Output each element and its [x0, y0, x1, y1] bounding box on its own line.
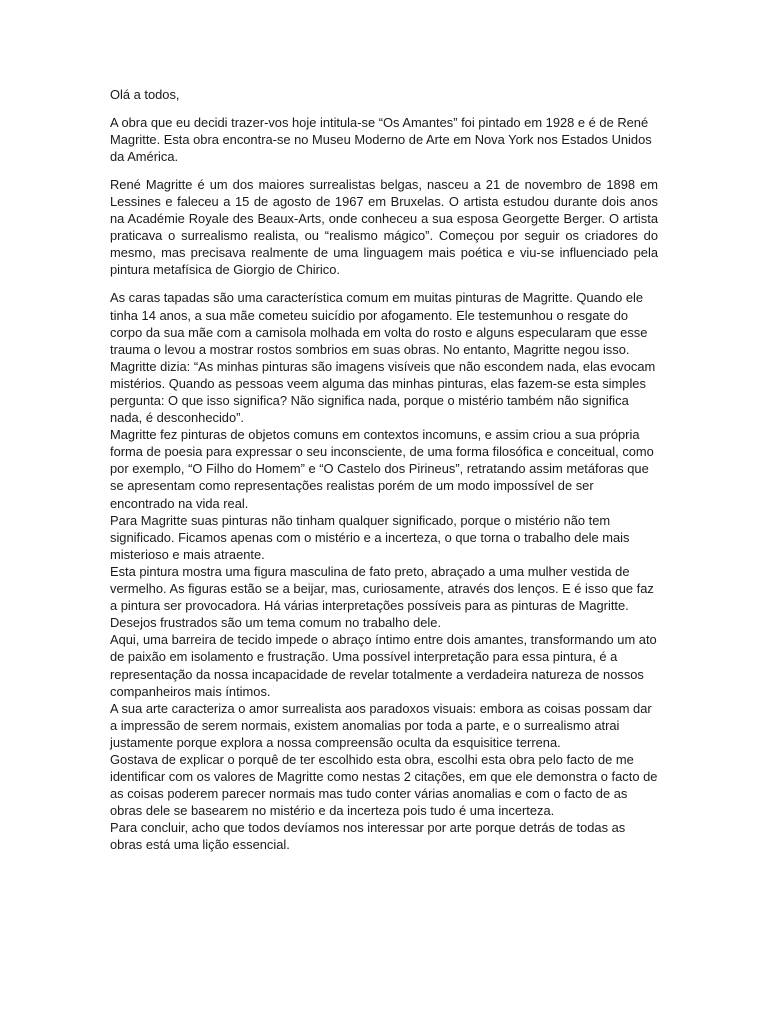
body-paragraph: A sua arte caracteriza o amor surrealista aos paradoxos visuais: embora as coisas possam dar a impressão de serem normais, existem anomalias por toda a parte, e o surrealismo atrai justamente porque explora a nossa compreensão oculta da esquisitice terrena. [110, 700, 652, 750]
greeting: Olá a todos, [110, 87, 180, 102]
document-body [110, 86, 658, 854]
body-text-block [110, 289, 658, 853]
body-paragraph: Aqui, uma barreira de tecido impede o abraço íntimo entre dois amantes, transformando um ato de paixão em isolamento e frustração. Uma possível interpretação para essa pintura, é a representação da nossa incapacidade de revelar totalmente a verdadeira natureza de nossos companheiros mais íntimos. [110, 632, 657, 699]
body-paragraph: Magritte dizia: “As minhas pinturas são imagens visíveis que não escondem nada, elas evocam mistérios. Quando as pessoas veem alguma das minhas pinturas, elas fazem-se esta simples pergunta: O que isso significa? Não significa nada, porque o mistério também não significa nada, é desconhecido”. [110, 358, 656, 426]
biography-paragraph: René Magritte é um dos maiores surrealistas belgas, nasceu a 21 de novembro de 1898 em Lessines e faleceu a 15 de agosto de 1967 em Bruxelas. O artista estudou durante dois anos na Académie Royale des Beaux-Arts, onde conheceu a sua esposa Georgette Berger. O artista praticava o surrealismo realista, ou “realismo mágico”. Começou por seguir os criadores do mesmo, mas precisava realmente de uma linguagem mais poética e viu-se influenciado pela pintura metafísica de Giorgio de Chirico. [110, 176, 658, 278]
body-paragraph: Para Magritte suas pinturas não tinham qualquer significado, porque o mistério não tem significado. Ficamos apenas com o mistério e a incerteza, o que torna o trabalho dele mais misterioso e mais atraente. [110, 512, 630, 562]
body-paragraph: Gostava de explicar o porquê de ter escolhido esta obra, escolhi esta obra pelo facto de me identificar com os valores de Magritte como nestas 2 citações, em que ele demonstra o facto de as coisas poderem parecer normais mas tudo conter várias anomalias e com o facto de as obras dele se basearem no mistério e da incerteza pois tudo é uma incerteza. [110, 751, 658, 819]
body-paragraph: Magritte fez pinturas de objetos comuns em contextos incomuns, e assim criou a sua própria forma de poesia para expressar o seu inconsciente, de uma forma filosófica e conceitual, como por exemplo, “O Filho do Homem” e “O Castelo dos Pirineus”, retratando assim metáforas que se apresentam como representações realistas porém de um modo impossível de ser encontrado na vida real. [110, 427, 654, 511]
body-paragraph: Esta pintura mostra uma figura masculina de fato preto, abraçado a uma mulher vestida de vermelho. As figuras estão se a beijar, mas, curiosamente, através dos lenços. E é isso que faz a pintura ser provocadora. Há várias interpretações possíveis para as pinturas de Magritte. Desejos frustrados são um tema comum no trabalho dele. [110, 563, 654, 631]
intro-paragraph: A obra que eu decidi trazer-vos hoje intitula-se “Os Amantes” foi pintado em 1928 e é de René Magritte. Esta obra encontra-se no Museu Moderno de Arte em Nova York nos Estados Unidos da América. [110, 114, 652, 164]
body-paragraph: As caras tapadas são uma característica comum em muitas pinturas de Magritte. Quando ele tinha 14 anos, a sua mãe cometeu suicídio por afogamento. Ele testemunhou o resgate do corpo da sua mãe com a camisola molhada em volta do rosto e alguns especularam que esse trauma o levou a mostrar rostos sombrios em suas obras. No entanto, Magritte negou isso. [110, 290, 648, 357]
body-paragraph: Para concluir, acho que todos devíamos nos interessar por arte porque detrás de todas as obras está uma lição essencial. [110, 820, 626, 853]
